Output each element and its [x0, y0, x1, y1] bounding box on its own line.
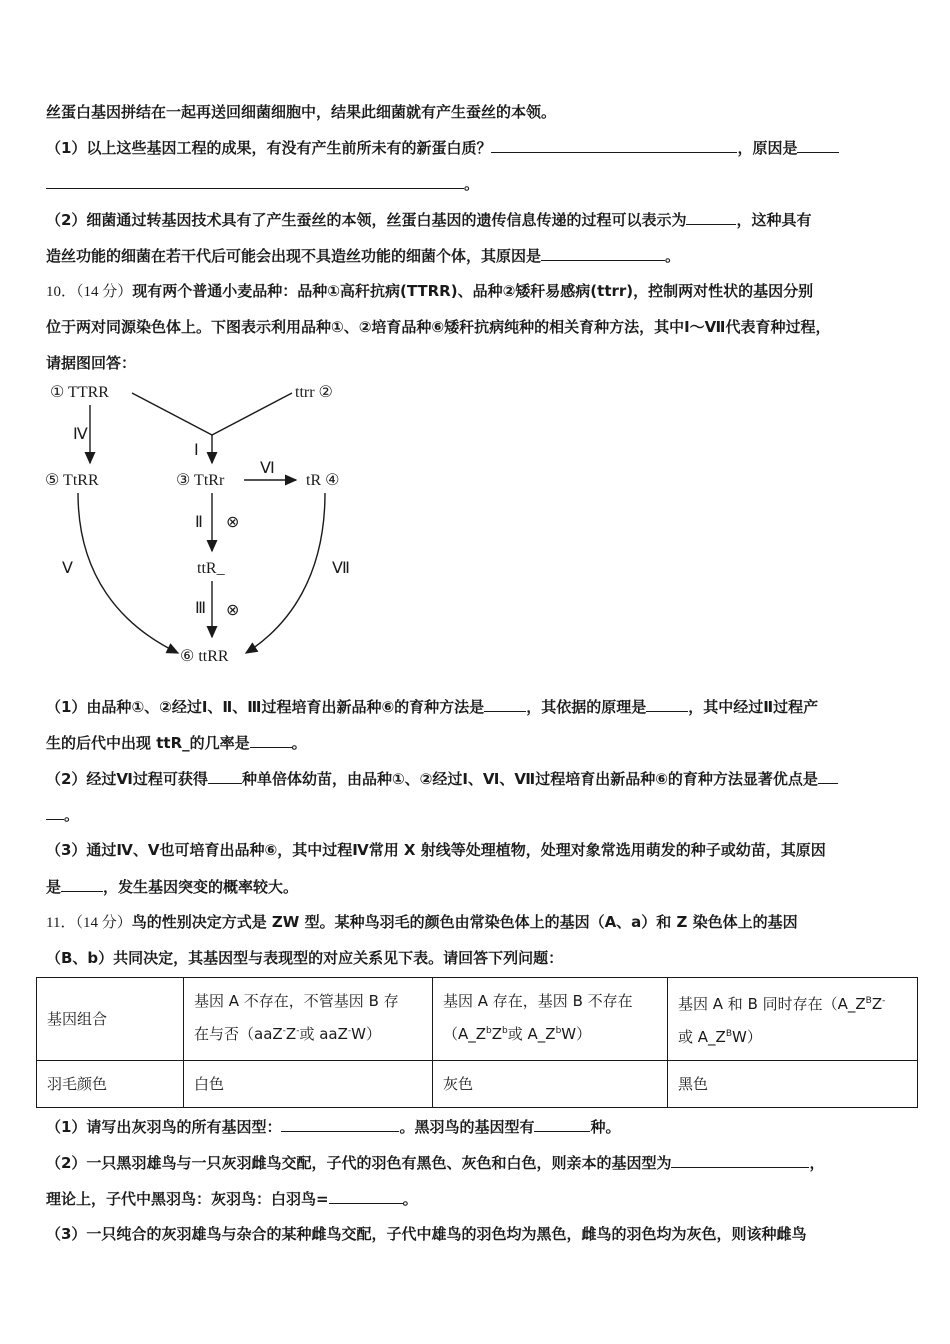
table-cell: 基因组合 — [37, 978, 184, 1061]
node-variety-3: ③ TtRr — [176, 472, 225, 489]
answer-blank[interactable] — [534, 1115, 590, 1132]
selfing-symbol-1: ⊗ — [226, 514, 240, 531]
q11-part3-line1: （3）一只纯合的灰羽雄鸟与杂合的某种雌鸟交配，子代中雄鸟的羽色均为黑色，雌鸟的羽色均为灰色，则该种雌鸟 — [46, 1225, 807, 1243]
q11-part2-line2: 理论上，子代中黑羽鸟：灰羽鸟：白羽鸟= 。 — [46, 1187, 904, 1210]
node-variety-5: ⑤ TtRR — [45, 472, 99, 489]
label-process-1: Ⅰ — [194, 442, 199, 459]
label-process-5: Ⅴ — [62, 560, 73, 577]
answer-blank[interactable] — [491, 136, 737, 153]
answer-blank[interactable] — [541, 244, 665, 261]
answer-blank[interactable] — [818, 767, 838, 784]
node-variety-4: tR ④ — [306, 472, 340, 489]
answer-blank[interactable] — [281, 1115, 399, 1132]
q9-part1-line2: 。 — [46, 172, 904, 195]
label-process-7: Ⅶ — [332, 560, 350, 577]
q11-stem-line1: 11．（14 分）鸟的性别决定方式是 ZW 型。某种鸟羽毛的颜色由常染色体上的基因（A、a）和 Z 染色体上的基因 — [46, 913, 798, 931]
cross-line-right — [212, 393, 292, 435]
answer-blank[interactable] — [46, 803, 64, 820]
answer-blank[interactable] — [671, 1151, 809, 1168]
table-row — [37, 1061, 918, 1108]
table-cell: 基因 A 和 B 同时存在（$A\_Z^BZ^-$ 或 $A\_Z^BW$） — [668, 978, 918, 1061]
breeding-diagram — [40, 375, 370, 675]
table-cell: 基因 A 不存在，不管基因 B 存 在与否（aaZ-Z-或 aaZ-W） — [184, 978, 433, 1061]
node-variety-1: ① TTRR — [50, 384, 109, 401]
arrow-process-7 — [246, 493, 325, 653]
answer-blank[interactable] — [797, 136, 839, 153]
answer-blank[interactable] — [61, 875, 103, 892]
q10-part1-line1: （1）由品种①、②经过Ⅰ、Ⅱ、Ⅲ过程培育出新品种⑥的育种方法是 ，其依据的原理是 ，其中经过Ⅱ过程产 — [46, 695, 904, 718]
selfing-symbol-2: ⊗ — [226, 602, 240, 619]
table-cell: 羽毛颜色 — [37, 1061, 184, 1108]
q11-part1: （1）请写出灰羽鸟的所有基因型： 。黑羽鸟的基因型有 种。 — [46, 1115, 904, 1138]
answer-blank[interactable] — [646, 695, 688, 712]
cross-line-left — [132, 393, 212, 435]
arrow-process-5 — [78, 493, 178, 653]
q10-part3-line1: （3）通过Ⅳ、Ⅴ也可培育出品种⑥，其中过程Ⅳ常用 X 射线等处理植物，处理对象常选用萌发的种子或幼苗，其原因 — [46, 841, 826, 859]
label-process-4: Ⅳ — [73, 426, 88, 443]
node-variety-6: ⑥ ttRR — [180, 648, 229, 665]
answer-blank[interactable] — [208, 767, 242, 784]
q9-part2-line1: （2）细菌通过转基因技术具有了产生蚕丝的本领，丝蛋白基因的遗传信息传递的过程可以表示为 ，这种具有 — [46, 208, 904, 231]
q10-part2-line2: 。 — [46, 803, 904, 826]
q10-part3-line2: 是 ，发生基因突变的概率较大。 — [46, 875, 904, 898]
answer-blank[interactable] — [686, 208, 736, 225]
node-ttR: ttR_ — [197, 560, 225, 577]
q10-part2-line1: （2）经过Ⅵ过程可获得 种单倍体幼苗，由品种①、②经过Ⅰ、Ⅵ、Ⅶ过程培育出新品种⑥的育种方法显著优点是 — [46, 767, 904, 790]
table-cell: 黑色 — [668, 1061, 918, 1108]
label-process-2: Ⅱ — [195, 514, 203, 531]
answer-blank[interactable] — [329, 1187, 403, 1204]
table-cell: 白色 — [184, 1061, 433, 1108]
table-cell: 灰色 — [433, 1061, 668, 1108]
genotype-phenotype-table — [36, 977, 918, 1108]
q11-stem-line2: （B、b）共同决定，其基因型与表现型的对应关系见下表。请回答下列问题： — [46, 949, 564, 967]
answer-blank[interactable] — [250, 731, 292, 748]
label-process-6: Ⅵ — [260, 460, 275, 477]
answer-blank[interactable] — [484, 695, 526, 712]
q11-part2-line1: （2）一只黑羽雄鸟与一只灰羽雌鸟交配，子代的羽色有黑色、灰色和白色，则亲本的基因型为 ， — [46, 1151, 904, 1174]
q9-part1-line1: （1）以上这些基因工程的成果，有没有产生前所未有的新蛋白质？ ，原因是 — [46, 136, 904, 159]
answer-blank[interactable] — [46, 172, 464, 189]
q10-stem-line3: 请据图回答： — [46, 354, 137, 372]
table-row — [37, 978, 918, 1061]
q10-part1-line2: 生的后代中出现 ttR_的几率是 。 — [46, 731, 904, 754]
q10-stem-line1: 10．（14 分）现有两个普通小麦品种：品种①高秆抗病(TTRR)、品种②矮秆易感病(ttrr)，控制两对性状的基因分别 — [46, 282, 814, 300]
table-cell: 基因 A 存在，基因 B 不存在 （$A\_Z^bZ^b$或 $A\_Z^bW$） — [433, 978, 668, 1061]
node-variety-2: ttrr ② — [295, 384, 333, 401]
q10-stem-line2: 位于两对同源染色体上。下图表示利用品种①、②培育品种⑥矮秆抗病纯种的相关育种方法，其中Ⅰ～Ⅶ代表育种过程， — [46, 318, 831, 336]
paragraph-continuation: 丝蛋白基因拼结在一起再送回细菌细胞中，结果此细菌就有产生蚕丝的本领。 — [46, 103, 557, 121]
q9-part2-line2: 造丝功能的细菌在若干代后可能会出现不具造丝功能的细菌个体，其原因是 。 — [46, 244, 904, 267]
label-process-3: Ⅲ — [195, 600, 207, 617]
